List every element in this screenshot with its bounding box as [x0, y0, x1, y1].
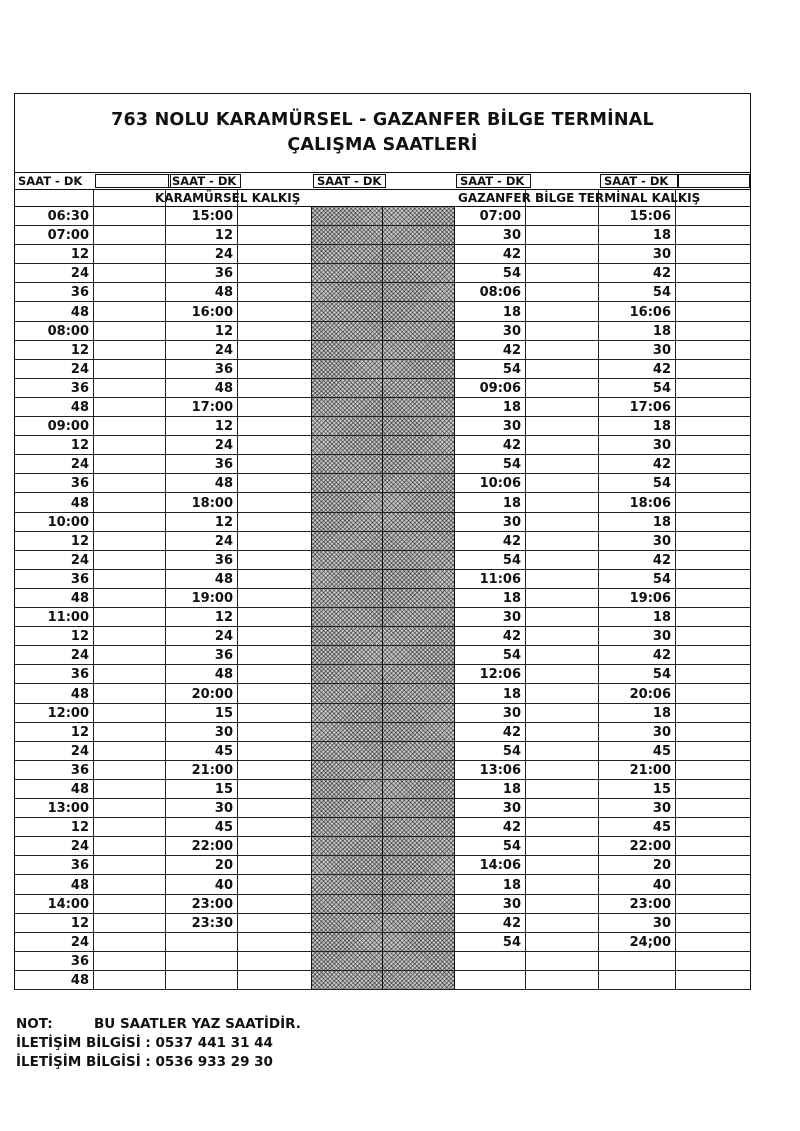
gazanfer-time-a	[453, 971, 525, 989]
karamursel-time-a: 36	[70, 476, 89, 492]
karamursel-time-b: 23:00	[191, 896, 233, 912]
karamursel-time-b	[165, 952, 237, 970]
karamursel-time-b: 36	[214, 361, 233, 377]
gazanfer-time-a: 42	[502, 247, 521, 263]
table-row	[15, 608, 750, 627]
karamursel-time-a: 12	[70, 629, 89, 645]
karamursel-time-a: 12	[70, 915, 89, 931]
karamursel-time-a: 24	[70, 457, 89, 473]
table-row	[15, 799, 750, 818]
gazanfer-time-a: 54	[502, 552, 521, 568]
karamursel-time-b: 20	[214, 858, 233, 874]
karamursel-time-b: 30	[214, 724, 233, 740]
gazanfer-time-b: 45	[652, 743, 671, 759]
karamursel-time-b: 24	[214, 247, 233, 263]
note-text: BU SAATLER YAZ SAATİDİR.	[94, 1016, 301, 1032]
table-row	[15, 723, 750, 742]
gazanfer-time-b: 40	[652, 877, 671, 893]
karamursel-time-a: 12	[70, 820, 89, 836]
column-header-4: SAAT - DK	[456, 174, 531, 188]
karamursel-time-b: 36	[214, 552, 233, 568]
karamursel-time-b: 17:00	[191, 400, 233, 415]
gazanfer-time-b	[598, 971, 675, 989]
gazanfer-time-a: 54	[502, 743, 521, 759]
gazanfer-time-a: 18	[502, 686, 521, 702]
table-row	[15, 761, 750, 780]
table-row	[15, 646, 750, 665]
karamursel-time-b: 36	[214, 266, 233, 282]
table-row	[15, 226, 750, 245]
karamursel-time-b: 22:00	[191, 839, 233, 855]
karamursel-time-b: 12	[214, 610, 233, 626]
karamursel-time-b: 48	[214, 476, 233, 492]
karamursel-time-a: 09:00	[47, 419, 89, 435]
table-row	[15, 417, 750, 436]
karamursel-time-a: 48	[70, 782, 89, 797]
table-row	[15, 685, 750, 704]
karamursel-time-b: 45	[214, 743, 233, 759]
table-row	[15, 398, 750, 417]
table-row	[15, 532, 750, 551]
karamursel-time-b: 12	[214, 323, 233, 339]
gazanfer-time-a: 12:06	[479, 667, 521, 683]
gazanfer-time-b: 54	[652, 667, 671, 683]
karamursel-time-b	[165, 933, 237, 951]
gazanfer-time-a: 54	[502, 934, 521, 950]
karamursel-time-b: 30	[214, 801, 233, 817]
table-row	[15, 914, 750, 933]
section-header-row	[15, 189, 750, 207]
karamursel-time-b: 40	[214, 877, 233, 893]
karamursel-time-a: 36	[70, 953, 89, 969]
gazanfer-time-b: 54	[652, 380, 671, 396]
table-row	[15, 856, 750, 875]
karamursel-time-b: 36	[214, 648, 233, 664]
table-row	[15, 264, 750, 283]
table-row	[15, 322, 750, 341]
gazanfer-time-a: 30	[502, 514, 521, 530]
table-row	[15, 876, 750, 895]
gazanfer-time-b: 30	[652, 342, 671, 358]
karamursel-time-b: 21:00	[191, 762, 233, 778]
timetable-sheet	[14, 93, 751, 990]
karamursel-time-a: 07:00	[47, 228, 89, 244]
gazanfer-time-b: 15:06	[629, 209, 671, 224]
table-row	[15, 627, 750, 646]
karamursel-time-a: 12	[70, 438, 89, 454]
gazanfer-time-a: 54	[502, 266, 521, 282]
gazanfer-time-a: 18	[502, 400, 521, 415]
karamursel-time-a: 24	[70, 934, 89, 950]
notes-block	[16, 1015, 301, 1072]
gazanfer-time-a: 09:06	[479, 380, 521, 396]
karamursel-time-a: 11:00	[47, 610, 89, 626]
gazanfer-time-a: 42	[502, 915, 521, 931]
table-row	[15, 704, 750, 723]
karamursel-time-a: 08:00	[47, 323, 89, 339]
gazanfer-time-a: 07:00	[479, 209, 521, 224]
table-row	[15, 436, 750, 455]
karamursel-time-a: 12	[70, 342, 89, 358]
gazanfer-time-a: 30	[502, 419, 521, 435]
page-title: 763 NOLU KARAMÜRSEL - GAZANFER BİLGE TERMİNAL	[111, 110, 654, 130]
gazanfer-time-a: 42	[502, 438, 521, 454]
gazanfer-time-a: 42	[502, 820, 521, 836]
table-row	[15, 207, 750, 226]
gazanfer-time-a: 30	[502, 610, 521, 626]
gazanfer-time-b: 30	[652, 533, 671, 549]
gazanfer-time-a: 18	[502, 591, 521, 606]
gazanfer-time-b: 20	[652, 858, 671, 874]
karamursel-time-a: 48	[70, 973, 89, 988]
gazanfer-time-a: 08:06	[479, 285, 521, 301]
karamursel-time-a: 10:00	[47, 514, 89, 530]
karamursel-time-b: 24	[214, 629, 233, 645]
column-header-box-2	[678, 174, 750, 188]
karamursel-time-a: 36	[70, 285, 89, 301]
karamursel-time-a: 24	[70, 743, 89, 759]
column-header-2: SAAT - DK	[168, 174, 241, 188]
karamursel-departure-header: KARAMÜRSEL KALKIŞ	[155, 191, 301, 205]
gazanfer-time-a: 42	[502, 342, 521, 358]
table-row	[15, 895, 750, 914]
karamursel-time-b: 20:00	[191, 686, 233, 702]
karamursel-time-b: 36	[214, 457, 233, 473]
gazanfer-time-b: 18	[652, 323, 671, 339]
gazanfer-time-a: 42	[502, 533, 521, 549]
gazanfer-time-a: 54	[502, 457, 521, 473]
gazanfer-time-b: 20:06	[629, 686, 671, 702]
column-header-3: SAAT - DK	[313, 174, 386, 188]
gazanfer-time-a: 13:06	[479, 762, 521, 778]
table-row	[15, 837, 750, 856]
gazanfer-time-a: 30	[502, 801, 521, 817]
table-row	[15, 455, 750, 474]
table-row	[15, 818, 750, 837]
karamursel-time-b: 48	[214, 285, 233, 301]
karamursel-time-b	[165, 971, 237, 989]
table-row	[15, 933, 750, 952]
gazanfer-time-b: 54	[652, 285, 671, 301]
grid-line	[237, 189, 238, 989]
karamursel-time-a: 24	[70, 839, 89, 855]
gazanfer-time-a: 30	[502, 705, 521, 721]
karamursel-time-a: 48	[70, 686, 89, 702]
karamursel-time-a: 13:00	[47, 801, 89, 817]
gazanfer-time-a: 10:06	[479, 476, 521, 492]
karamursel-time-b: 45	[214, 820, 233, 836]
karamursel-time-b: 48	[214, 667, 233, 683]
gazanfer-time-b: 30	[652, 801, 671, 817]
gazanfer-time-b: 42	[652, 457, 671, 473]
karamursel-time-a: 36	[70, 571, 89, 587]
gazanfer-time-b: 18	[652, 419, 671, 435]
karamursel-time-b: 18:00	[191, 495, 233, 511]
gazanfer-time-b: 45	[652, 820, 671, 836]
column-header-box-1	[95, 174, 171, 188]
grid-line	[525, 189, 526, 989]
gazanfer-time-a	[453, 952, 525, 970]
karamursel-time-b: 24	[214, 533, 233, 549]
gazanfer-time-b	[598, 952, 675, 970]
karamursel-time-b: 19:00	[191, 591, 233, 606]
gazanfer-time-a: 30	[502, 323, 521, 339]
gazanfer-time-a: 18	[502, 495, 521, 511]
table-row	[15, 665, 750, 684]
note-line	[16, 1015, 301, 1034]
gazanfer-time-a: 42	[502, 629, 521, 645]
karamursel-time-b: 12	[214, 419, 233, 435]
karamursel-time-b: 12	[214, 228, 233, 244]
karamursel-time-a: 24	[70, 266, 89, 282]
gazanfer-time-b: 18	[652, 705, 671, 721]
table-row	[15, 283, 750, 302]
karamursel-time-b: 16:00	[191, 304, 233, 320]
table-row	[15, 952, 750, 971]
note-label: NOT:	[16, 1016, 53, 1032]
contact-line-1: İLETİŞİM BİLGİSİ : 0537 441 31 44	[16, 1035, 273, 1051]
karamursel-time-a: 06:30	[47, 209, 89, 224]
gazanfer-time-a: 30	[502, 228, 521, 244]
gazanfer-time-b: 54	[652, 476, 671, 492]
karamursel-time-a: 24	[70, 361, 89, 377]
gazanfer-time-b: 18:06	[629, 495, 671, 511]
gazanfer-time-b: 18	[652, 610, 671, 626]
table-row	[15, 360, 750, 379]
karamursel-time-a: 36	[70, 380, 89, 396]
grid-line	[598, 189, 599, 989]
karamursel-time-a: 36	[70, 762, 89, 778]
table-row	[15, 245, 750, 264]
karamursel-time-b: 24	[214, 438, 233, 454]
karamursel-time-a: 36	[70, 858, 89, 874]
karamursel-time-b: 48	[214, 571, 233, 587]
karamursel-time-a: 12:00	[47, 705, 89, 721]
column-header-1: SAAT - DK	[18, 174, 83, 188]
gazanfer-time-b: 21:00	[629, 762, 671, 778]
gazanfer-time-b: 42	[652, 552, 671, 568]
gazanfer-time-a: 30	[502, 896, 521, 912]
table-row	[15, 513, 750, 532]
grid-line	[93, 189, 94, 989]
gazanfer-time-b: 19:06	[629, 591, 671, 606]
table-row	[15, 551, 750, 570]
table-row	[15, 303, 750, 322]
karamursel-time-a: 12	[70, 247, 89, 263]
gazanfer-time-a: 14:06	[479, 858, 521, 874]
gazanfer-time-b: 42	[652, 648, 671, 664]
gazanfer-time-b: 18	[652, 228, 671, 244]
gazanfer-departure-header: GAZANFER BİLGE TERMİNAL KALKIŞ	[458, 191, 701, 205]
gazanfer-time-a: 18	[502, 304, 521, 320]
gazanfer-time-a: 42	[502, 724, 521, 740]
table-row	[15, 379, 750, 398]
karamursel-time-a: 48	[70, 400, 89, 415]
karamursel-time-a: 48	[70, 495, 89, 511]
gazanfer-time-b: 30	[652, 438, 671, 454]
gazanfer-time-b: 24;00	[629, 934, 671, 950]
contact-line-2: İLETİŞİM BİLGİSİ : 0536 933 29 30	[16, 1054, 273, 1070]
karamursel-time-a: 48	[70, 877, 89, 893]
gazanfer-time-b: 30	[652, 724, 671, 740]
gazanfer-time-a: 54	[502, 839, 521, 855]
table-row	[15, 742, 750, 761]
table-row	[15, 589, 750, 608]
gazanfer-time-b: 18	[652, 514, 671, 530]
gazanfer-time-a: 54	[502, 361, 521, 377]
gazanfer-time-b: 22:00	[629, 839, 671, 855]
table-row	[15, 474, 750, 493]
karamursel-time-a: 12	[70, 724, 89, 740]
karamursel-time-a: 36	[70, 667, 89, 683]
gazanfer-time-b: 30	[652, 629, 671, 645]
grid-line	[675, 189, 676, 989]
karamursel-time-a: 14:00	[47, 896, 89, 912]
karamursel-time-b: 12	[214, 514, 233, 530]
table-row	[15, 780, 750, 799]
karamursel-time-b: 23:30	[191, 915, 233, 931]
gazanfer-time-b: 17:06	[629, 400, 671, 415]
gazanfer-time-a: 11:06	[479, 571, 521, 587]
table-row	[15, 570, 750, 589]
karamursel-time-b: 15	[214, 705, 233, 721]
gazanfer-time-b: 42	[652, 361, 671, 377]
karamursel-time-a: 24	[70, 552, 89, 568]
gazanfer-time-b: 15	[652, 782, 671, 797]
column-header-5: SAAT - DK	[600, 174, 678, 188]
gazanfer-time-a: 18	[502, 877, 521, 893]
karamursel-time-a: 48	[70, 304, 89, 320]
title-block	[15, 94, 750, 173]
table-row	[15, 971, 750, 990]
page-subtitle: ÇALIŞMA SAATLERİ	[287, 135, 478, 155]
gazanfer-time-b: 16:06	[629, 304, 671, 320]
grid-line	[165, 189, 166, 989]
gazanfer-time-b: 42	[652, 266, 671, 282]
karamursel-time-b: 48	[214, 380, 233, 396]
table-row	[15, 494, 750, 513]
karamursel-time-a: 48	[70, 591, 89, 606]
table-row	[15, 341, 750, 360]
karamursel-time-a: 12	[70, 533, 89, 549]
gazanfer-time-a: 18	[502, 782, 521, 797]
gazanfer-time-b: 23:00	[629, 896, 671, 912]
karamursel-time-a: 24	[70, 648, 89, 664]
gazanfer-time-b: 54	[652, 571, 671, 587]
gazanfer-time-b: 30	[652, 915, 671, 931]
gazanfer-time-b: 30	[652, 247, 671, 263]
karamursel-time-b: 24	[214, 342, 233, 358]
karamursel-time-b: 15	[214, 782, 233, 797]
karamursel-time-b: 15:00	[191, 209, 233, 224]
gazanfer-time-a: 54	[502, 648, 521, 664]
